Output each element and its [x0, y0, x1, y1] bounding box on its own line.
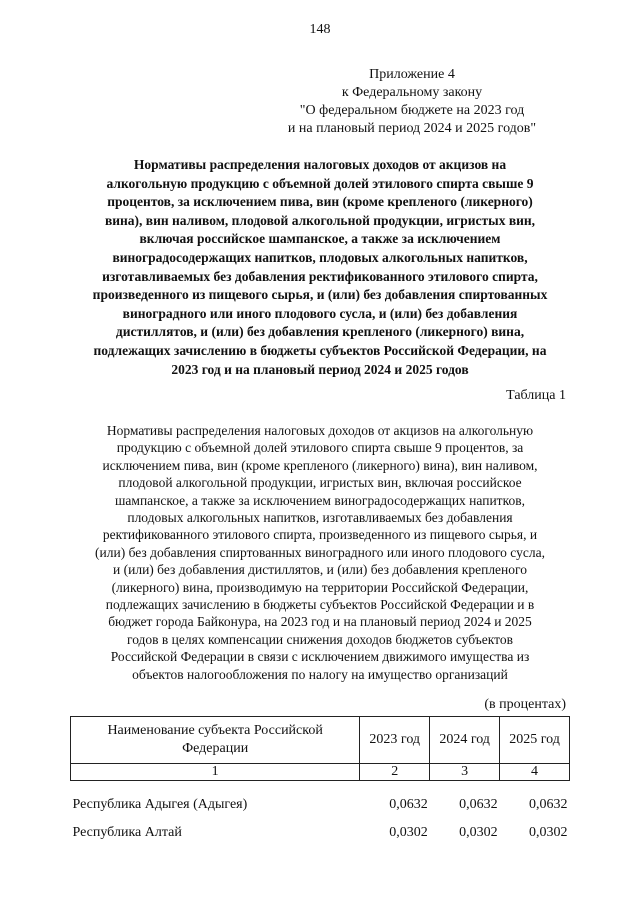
- value-2023: 0,0302: [389, 825, 428, 840]
- column-number: 1: [71, 764, 360, 781]
- value-2024: 0,0302: [459, 825, 498, 840]
- table-title-line: Нормативы распределения налоговых доходов от акцизов на алкогольную: [106, 423, 534, 438]
- table-title-line: годов в целях компенсации снижения доходов бюджетов субъектов: [127, 631, 513, 647]
- appendix-line: "О федеральном бюджете на 2023 год: [299, 103, 525, 118]
- header-year-2023: 2023 год: [360, 717, 430, 764]
- title-line: вина), вин наливом, плодовой алкогольной продукции, игристых вин,: [104, 212, 536, 228]
- table-row: [71, 819, 570, 847]
- title-line: дистиллятов, и (или) без добавления крепленого (ликерного) вина,: [115, 324, 525, 340]
- title-line: изготавливаемых без добавления ректификованного этилового спирта,: [102, 268, 538, 284]
- title-line: 2023 год и на плановый период 2024 и 2025 годов: [171, 361, 469, 377]
- title-line: произведенного из пищевого сырья, и (или) без добавления спиртованных: [92, 287, 548, 303]
- column-number-row: [71, 764, 570, 781]
- title-line: процентов, за исключением пива, вин (кроме крепленого (ликерного): [107, 194, 533, 210]
- table-title-line: подлежащих зачислению в бюджеты субъектов Российской Федерации и в: [105, 597, 535, 613]
- value-2024: 0,0632: [459, 797, 498, 812]
- column-number: 4: [500, 764, 570, 781]
- document-title: [68, 156, 572, 379]
- header-subject-name: [71, 717, 360, 764]
- table-title-line: (ликерного) вина, производимую на территории Российской Федерации,: [111, 579, 529, 595]
- title-line: Нормативы распределения налоговых доходов от акцизов на: [133, 157, 507, 172]
- table-title-line: и (или) без добавления дистиллятов, и (или) без добавления крепленого: [113, 562, 527, 578]
- column-number: 2: [360, 764, 430, 781]
- table-title-line: (или) без добавления спиртованных виноградного или иного плодового сусла,: [95, 544, 545, 560]
- units-label: (в процентах): [484, 697, 566, 712]
- table-title-line: плодовых алкогольных напитков, изготавливаемых без добавления: [127, 510, 513, 526]
- table-label: Таблица 1: [506, 388, 566, 403]
- title-line: алкогольную продукцию с объемной долей этилового спирта свыше 9: [106, 175, 534, 191]
- table-header-row: [71, 717, 570, 764]
- header-year-2025: 2025 год: [500, 717, 570, 764]
- table-title-line: бюджет города Байконура, на 2023 год и на плановый период 2024 и 2025: [108, 614, 532, 630]
- table-title: [70, 422, 570, 683]
- value-2023: 0,0632: [389, 797, 428, 812]
- appendix-line: Приложение 4: [369, 67, 455, 82]
- title-line: виноградного или иного плодового сусла, и (или) без добавления: [122, 305, 518, 321]
- title-line: включая российское шампанское, а также за исключением: [139, 231, 501, 247]
- column-number: 3: [430, 764, 500, 781]
- table-title-line: исключением пива, вин (кроме крепленого (ликерного) вина), вин наливом,: [102, 457, 538, 473]
- appendix-reference: [262, 66, 562, 138]
- value-2025: 0,0632: [529, 797, 568, 812]
- title-line: подлежащих зачислению в бюджеты субъектов Российской Федерации, на: [93, 342, 547, 358]
- value-2025: 0,0302: [529, 825, 568, 840]
- header-subject-line: Наименование субъекта Российской: [107, 723, 323, 738]
- table-spacer: [71, 781, 570, 792]
- header-subject-line: Федерации: [182, 741, 249, 756]
- table-row: [71, 791, 570, 819]
- subject-name: Республика Алтай: [72, 825, 182, 840]
- appendix-line: к Федеральному закону: [341, 85, 483, 100]
- page-number: 148: [309, 22, 331, 37]
- appendix-line: и на плановый период 2024 и 2025 годов": [287, 121, 537, 136]
- table-title-line: объектов налогообложения по налогу на имущество организаций: [132, 666, 508, 682]
- distribution-table: [70, 716, 570, 847]
- title-line: виноградосодержащих напитков, плодовых алкогольных напитков,: [112, 249, 528, 265]
- table-title-line: продукцию с объемной долей этилового спирта свыше 9 процентов, за: [116, 440, 524, 456]
- table-title-line: ректификованного этилового спирта, произведенного из пищевого сырья, и: [102, 527, 538, 543]
- header-year-2024: 2024 год: [430, 717, 500, 764]
- table-title-line: шампанское, а также за исключением виноградосодержащих напитков,: [115, 492, 525, 508]
- table-title-line: Российской Федерации в связи с исключением движимого имущества из: [110, 649, 530, 665]
- subject-name: Республика Адыгея (Адыгея): [72, 797, 248, 812]
- table-title-line: плодовой алкогольной продукции, игристых вин, включая российское: [118, 475, 522, 491]
